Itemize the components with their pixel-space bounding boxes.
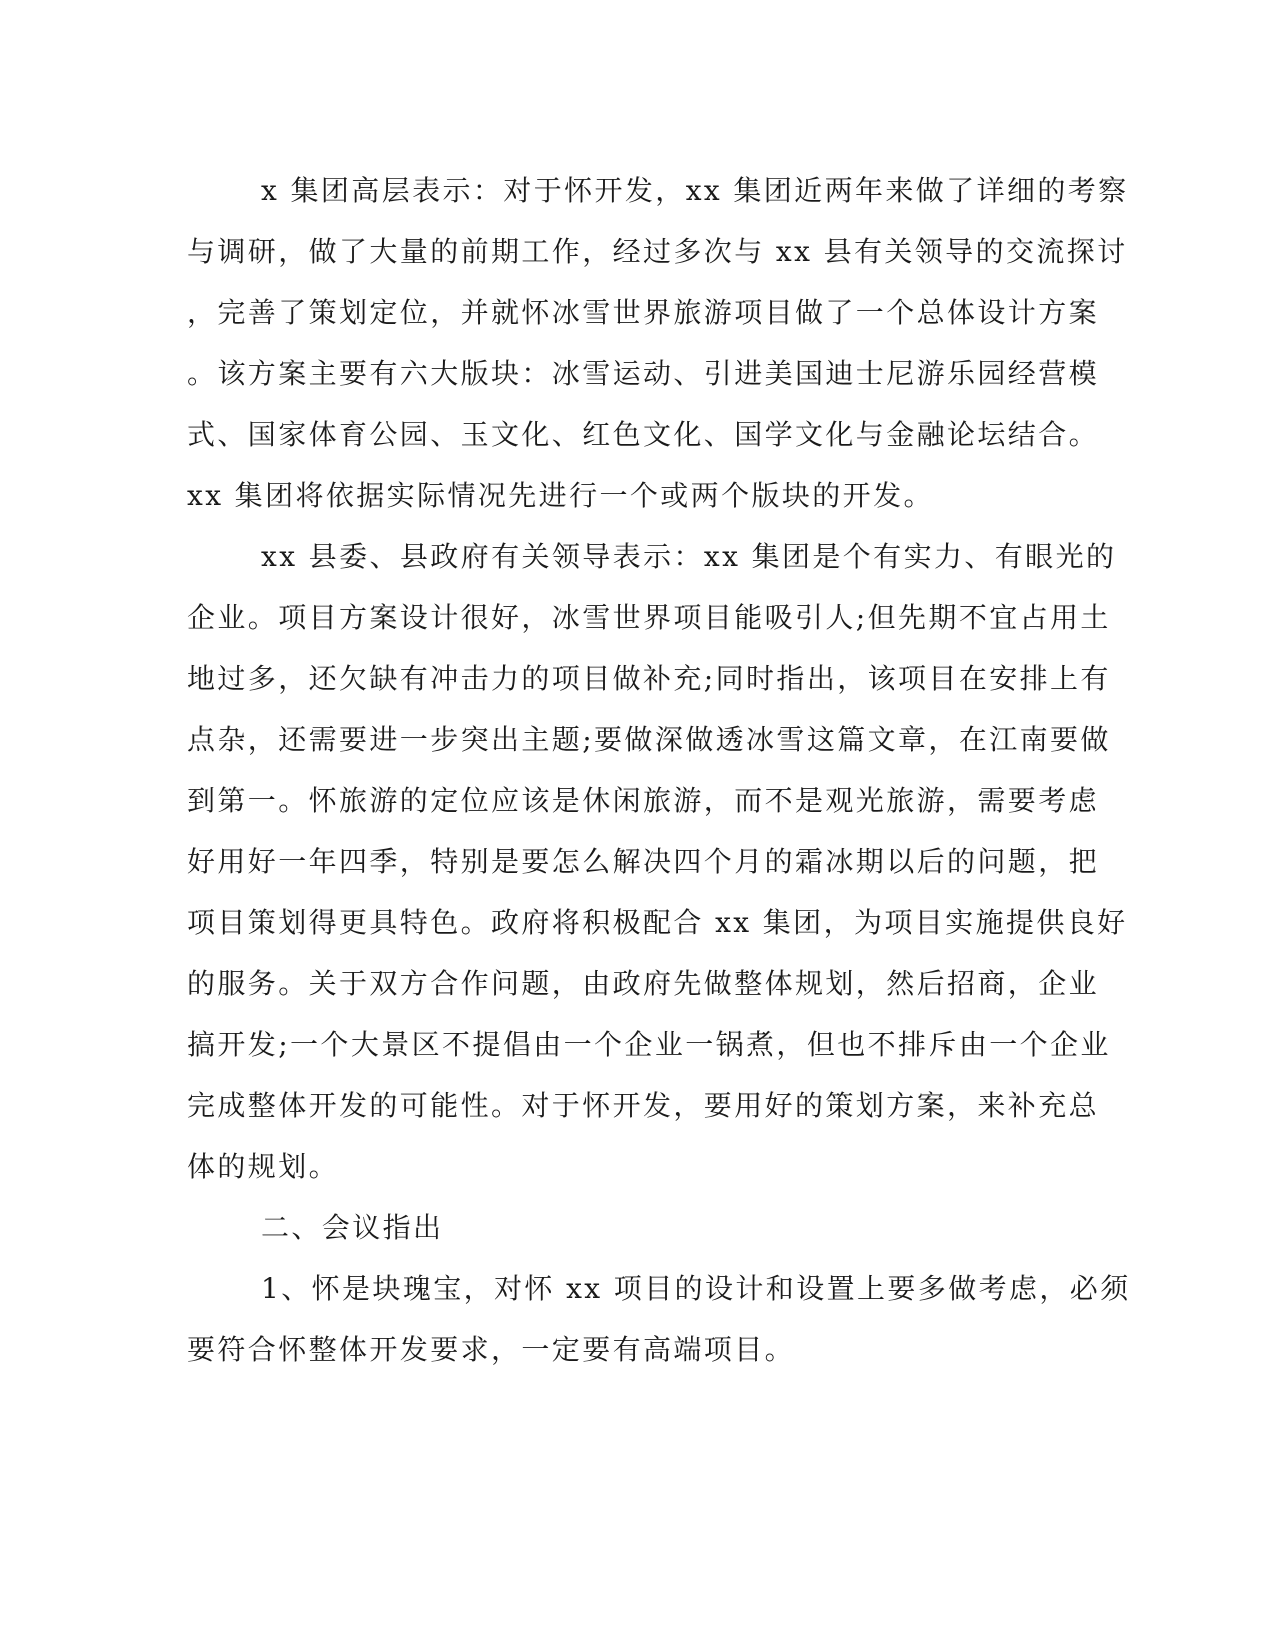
- paragraph-2-line-8: 的服务。关于双方合作问题，由政府先做整体规划，然后招商，企业: [187, 967, 1100, 1000]
- paragraph-1-line-3: ，完善了策划定位，并就怀冰雪世界旅游项目做了一个总体设计方案: [187, 296, 1100, 329]
- paragraph-1-line-6: xx 集团将依据实际情况先进行一个或两个版块的开发。: [187, 479, 934, 512]
- paragraph-1-line-5: 式、国家体育公园、玉文化、红色文化、国学文化与金融论坛结合。: [187, 418, 1100, 451]
- section-heading: 二、会议指出: [261, 1211, 444, 1244]
- paragraph-2-line-11: 体的规划。: [187, 1150, 340, 1183]
- paragraph-2-line-3: 地过多，还欠缺有冲击力的项目做补充;同时指出，该项目在安排上有: [187, 662, 1111, 695]
- paragraph-1-line-2: 与调研，做了大量的前期工作，经过多次与 xx 县有关领导的交流探讨: [187, 235, 1128, 268]
- paragraph-2-line-2: 企业。项目方案设计很好，冰雪世界项目能吸引人;但先期不宜占用土: [187, 601, 1111, 634]
- list-item-1-line-2: 要符合怀整体开发要求，一定要有高端项目。: [187, 1333, 796, 1366]
- paragraph-2-line-5: 到第一。怀旅游的定位应该是休闲旅游，而不是观光旅游，需要考虑: [187, 784, 1100, 817]
- paragraph-2-line-1: xx 县委、县政府有关领导表示：xx 集团是个有实力、有眼光的: [261, 540, 1117, 573]
- paragraph-2-line-10: 完成整体开发的可能性。对于怀开发，要用好的策划方案，来补充总: [187, 1089, 1100, 1122]
- paragraph-1-line-1: x 集团高层表示：对于怀开发，xx 集团近两年来做了详细的考察: [261, 174, 1129, 207]
- document-body: [187, 160, 1131, 1380]
- paragraph-2-line-6: 好用好一年四季，特别是要怎么解决四个月的霜冰期以后的问题，把: [187, 845, 1100, 878]
- paragraph-2-line-9: 搞开发;一个大景区不提倡由一个企业一锅煮，但也不排斥由一个企业: [187, 1028, 1111, 1061]
- paragraph-2-line-7: 项目策划得更具特色。政府将积极配合 xx 集团，为项目实施提供良好: [187, 906, 1128, 939]
- list-item-1-line-1: 1、怀是块瑰宝，对怀 xx 项目的设计和设置上要多做考虑，必须: [261, 1272, 1131, 1305]
- paragraph-2-line-4: 点杂，还需要进一步突出主题;要做深做透冰雪这篇文章，在江南要做: [187, 723, 1111, 756]
- paragraph-1-line-4: 。该方案主要有六大版块：冰雪运动、引进美国迪士尼游乐园经营模: [187, 357, 1100, 390]
